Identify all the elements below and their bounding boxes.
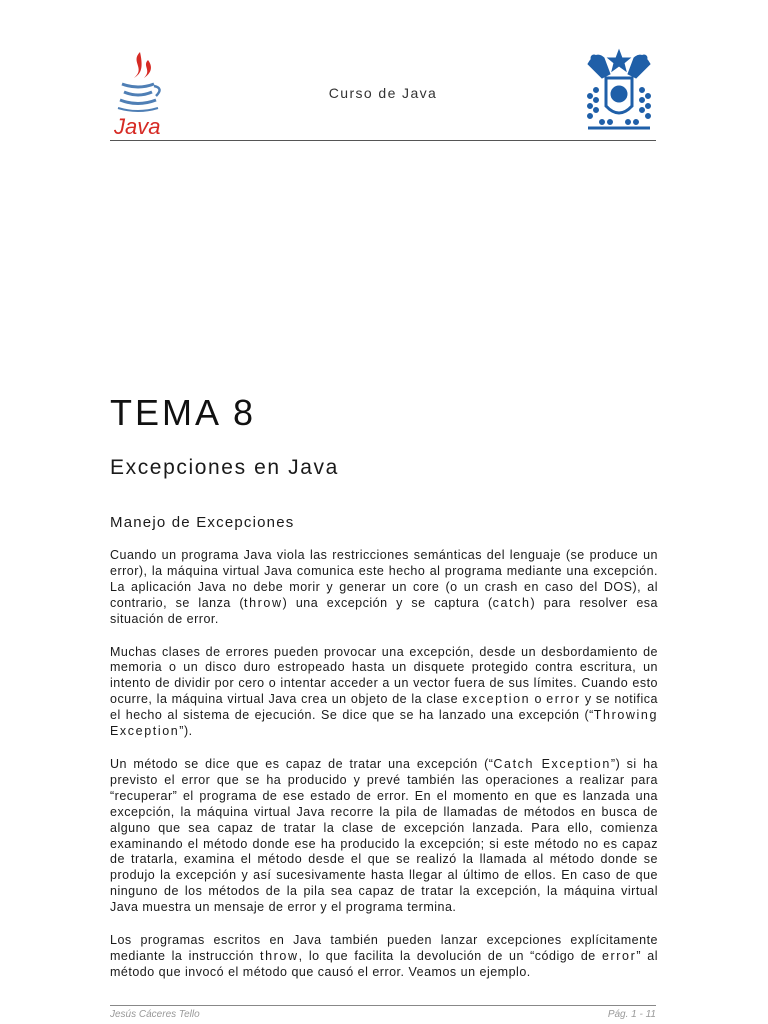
inline-code: exception	[462, 692, 531, 707]
inline-code: error	[601, 948, 637, 963]
text-run: Cuando un programa Java viola las restricciones semánticas del lenguaje (se produce un error), la máquina virtual Java comunica este hecho al programa mediante una excepción. La aplicación Java no debe morir y generar un core (o un crash en caso del DOS), al contrario, se lanza (	[110, 548, 658, 610]
text-run: ”) si ha previsto el error que se ha producido y prevé también las operaciones a realizar para “recuperar” el programa de ese estado de error. En el momento en que es lanzada una excepción, la máquina virtual Java recorre la pila de llamadas de métodos en busca de alguno que sea capaz de tratar la clase de excepción lanzada. Para ello, comienza examinando el método donde ese ha producido la excepción; si este método no es capaz de tratarla, examina el método desde el que se realizó la llamada al método donde se produjo la excepción y así sucesivamente hasta llegar al último de ellos. En caso de que ninguno de los métodos de la pila sea capaz de tratar la excepción, la máquina virtual Java muestra un mensaje de error y el programa termina.	[110, 756, 659, 915]
text-run: ”).	[179, 724, 193, 739]
text-run: ” al método que invocó el método que causó el error. Veamos un ejemplo.	[110, 948, 658, 979]
inline-code: error	[546, 692, 581, 707]
body-text	[110, 548, 658, 998]
inline-code: Catch Exception	[493, 756, 611, 771]
footer-author: Jesús Cáceres Tello	[110, 1009, 200, 1020]
paragraph	[110, 548, 658, 628]
text-run: Un método se dice que es capaz de tratar una excepción (“	[110, 756, 494, 771]
chapter-title: TEMA 8	[110, 392, 257, 433]
page-footer	[110, 1005, 656, 1020]
section-heading: Manejo de Excepciones	[110, 514, 295, 531]
text-run: y se notifica el hecho al sistema de ejecución. Se dice que se ha lanzado una excepción (“	[110, 692, 658, 723]
text-run: ) para resolver esa situación de error.	[110, 595, 658, 626]
paragraph	[110, 757, 658, 916]
inline-code: throw	[244, 595, 283, 610]
text-run: Los programas escritos en Java también pueden lanzar excepciones explícitamente mediante la instrucción	[110, 933, 658, 963]
paragraph	[110, 933, 658, 981]
text-run: Muchas clases de errores pueden provocar una excepción, desde un desbordamiento de memoria o un disco duro estropeado hasta un disquete protegido contra escritura, un intento de dividir por cero o intentar acceder a un vector fuera de sus límites. Cuando esto ocurre, la máquina virtual Java crea un objeto de la clase	[110, 644, 658, 707]
paragraph	[110, 645, 658, 740]
text-run: ) una excepción y se captura (	[282, 595, 493, 610]
text-run: o	[530, 692, 547, 707]
page-header	[110, 40, 656, 141]
university-crest-logo	[582, 44, 656, 136]
chapter-subtitle: Excepciones en Java	[110, 456, 339, 479]
java-logo-text: Java	[114, 114, 161, 138]
footer-page-number: Pág. 1 - 11	[607, 1009, 656, 1020]
inline-code: throw	[260, 948, 299, 963]
text-run: , lo que facilita la devolución de un “código de	[298, 948, 602, 963]
inline-code: Throwing Exception	[110, 708, 658, 739]
course-title: Curso de Java	[328, 85, 438, 101]
inline-code: catch	[492, 595, 531, 610]
